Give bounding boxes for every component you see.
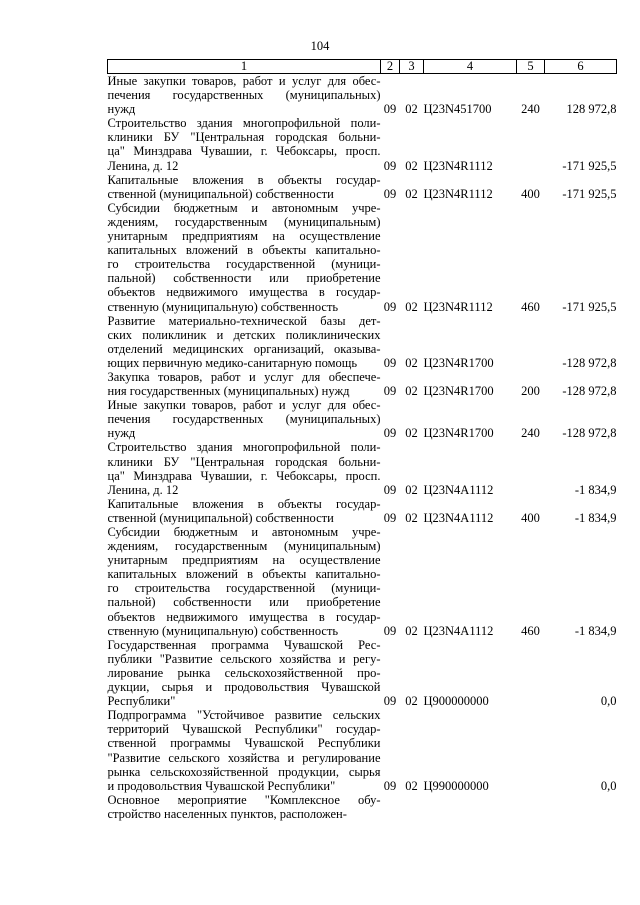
row-subsection: 02: [405, 482, 418, 497]
row-name-line: публики "Развитие сельского хозяйства и регу-: [107, 651, 381, 666]
header-section-col: 2: [381, 60, 400, 74]
row-amount: 0,0: [600, 778, 617, 793]
row-expense-type: [517, 314, 545, 370]
row-section: 09: [383, 482, 397, 497]
row-name-line: ждениям, государственным (муниципальным): [107, 539, 381, 554]
table-row: [108, 638, 617, 708]
row-name-line: го строительства государственной (муници-: [107, 581, 381, 596]
row-name-line: ственной программы Чувашской Республики: [107, 736, 381, 751]
row-target-article: [424, 793, 517, 821]
row-target-article: Ц900000000: [423, 694, 489, 709]
row-name: [108, 314, 381, 370]
page-number: 104: [310, 39, 330, 53]
row-expense-type: [517, 638, 545, 708]
row-expense-type: 240: [521, 102, 540, 117]
row-name-line: объектов недвижимого имущества в государ-: [107, 609, 381, 624]
row-section: 09: [383, 778, 397, 793]
row-expense-type: 400: [521, 186, 540, 201]
row-name-line: дукции, сырья и продовольствия Чувашской: [107, 680, 381, 695]
row-expense-type: [517, 793, 545, 821]
row-section: 09: [383, 694, 397, 709]
row-name-line: унитарным предприятиям на осуществление: [107, 553, 381, 568]
row-name-line: Развитие материально-технической базы дет-: [107, 313, 381, 328]
row-name-line: го строительства государственной (муници-: [107, 257, 381, 272]
row-name-line: отделений медицинских организаций, оказыва-: [107, 341, 381, 356]
row-name-line: Субсидии бюджетным и автономным учре-: [107, 525, 381, 539]
table-row: [108, 398, 617, 440]
row-name-line: ственную (муниципальную) собственность: [107, 623, 339, 638]
row-name-line: объектов недвижимого имущества в государ-: [107, 285, 381, 300]
table-row: [108, 314, 617, 370]
row-expense-type: 200: [521, 384, 540, 399]
row-section: 09: [383, 186, 397, 201]
row-name-line: и продовольствия Чувашской Республики": [107, 778, 336, 793]
row-subsection: 02: [405, 778, 418, 793]
row-name-line: ца" Минздрава Чувашии, г. Чебоксары, просп.: [107, 468, 381, 483]
header-name-col: 1: [108, 60, 381, 74]
row-name-line: клиники БУ "Центральная городская больни-: [107, 454, 381, 469]
row-subsection: 02: [405, 694, 418, 709]
row-subsection: 02: [405, 355, 418, 370]
row-name-line: Государственная программа Чувашской Рес-: [107, 637, 381, 652]
row-amount: -1 834,9: [574, 510, 617, 525]
row-name-line: клиники БУ "Центральная городская больни-: [107, 130, 381, 145]
table-row: [108, 370, 617, 398]
row-name-line: стройство населенных пунктов, расположен-: [107, 806, 347, 821]
header-expense-type-col: 5: [517, 60, 545, 74]
header-subsection-col: 3: [400, 60, 424, 74]
row-amount: -171 925,5: [562, 186, 617, 201]
row-name-line: лирование рынка сельскохозяйственной про-: [107, 665, 381, 680]
row-subsection: 02: [405, 426, 418, 441]
row-name: [108, 708, 381, 793]
table-row: [108, 74, 617, 117]
row-name-line: ния государственных (муниципальных) нужд: [107, 384, 350, 399]
row-expense-type: [517, 440, 545, 496]
row-expense-type: [517, 116, 545, 172]
row-expense-type: 240: [521, 426, 540, 441]
row-name-line: рынка сельскохозяйственной продукции, сырья: [107, 764, 381, 779]
row-name-line: Закупка товаров, работ и услуг для обеспече-: [107, 369, 381, 384]
row-name: [108, 638, 381, 708]
row-amount: -128 972,8: [562, 384, 617, 399]
row-amount: 128 972,8: [566, 102, 617, 117]
row-section: 09: [383, 426, 397, 441]
row-name: [108, 370, 381, 398]
header-target-article-col: 4: [424, 60, 517, 74]
row-expense-type: [517, 708, 545, 793]
row-section: 09: [383, 384, 397, 399]
row-expense-type: 460: [521, 299, 540, 314]
row-name-line: Капитальные вложения в объекты государ-: [107, 172, 381, 187]
row-name: [108, 173, 381, 201]
row-name-line: Строительство здания многопрофильной поли-: [107, 440, 381, 455]
row-name: [108, 525, 381, 638]
row-name-line: Капитальные вложения в объекты государ-: [107, 496, 381, 511]
row-amount: [545, 793, 617, 821]
table-row: [108, 116, 617, 172]
row-name-line: капитальных вложений в объекты капитально-: [107, 567, 381, 582]
row-amount: -128 972,8: [562, 426, 617, 441]
row-amount: -128 972,8: [562, 355, 617, 370]
row-target-article: Ц23N4R1112: [423, 299, 493, 314]
row-section: 09: [383, 158, 397, 173]
table-row: [108, 525, 617, 638]
table-body: [108, 74, 617, 821]
row-amount: -171 925,5: [562, 299, 617, 314]
row-name-line: Иные закупки товаров, работ и услуг для обес-: [107, 398, 381, 413]
row-name-line: печения государственных (муниципальных): [107, 88, 381, 103]
row-name-line: ца" Минздрава Чувашии, г. Чебоксары, просп.: [107, 144, 381, 159]
row-subsection: 02: [405, 186, 418, 201]
row-name-line: ждениям, государственным (муниципальным): [107, 214, 381, 229]
row-name-line: ственную (муниципальную) собственность: [107, 299, 339, 314]
row-name-line: нужд: [107, 426, 136, 441]
row-target-article: Ц23N4A1112: [423, 623, 494, 638]
row-name-line: Иные закупки товаров, работ и услуг для обес-: [107, 74, 381, 88]
row-expense-type: 400: [521, 510, 540, 525]
row-name-line: ющих первичную медико-санитарную помощь: [107, 355, 358, 370]
row-name-line: ских поликлиник и детских поликлинических: [107, 327, 381, 342]
row-section: 09: [383, 355, 397, 370]
row-name-line: пальной) собственности или приобретение: [107, 595, 381, 610]
row-name-line: ственной (муниципальной) собственности: [107, 510, 334, 525]
table-row: [108, 708, 617, 793]
row-name-line: печения государственных (муниципальных): [107, 412, 381, 427]
row-section: 09: [383, 299, 397, 314]
row-amount: -1 834,9: [574, 623, 617, 638]
row-subsection: 02: [405, 384, 418, 399]
row-subsection: 02: [405, 158, 418, 173]
row-amount: 0,0: [600, 694, 617, 709]
row-subsection: [400, 793, 424, 821]
header-amount-col: 6: [545, 60, 617, 74]
table-row: [108, 793, 617, 821]
row-target-article: Ц23N4R1700: [423, 384, 494, 399]
row-name-line: пальной) собственности или приобретение: [107, 271, 381, 286]
row-name-line: Подпрограмма "Устойчивое развитие сельских: [107, 708, 381, 723]
row-name: [108, 440, 381, 496]
row-section: [381, 793, 400, 821]
row-amount: -171 925,5: [562, 158, 617, 173]
row-name-line: Ленина, д. 12: [107, 158, 179, 173]
row-name: [108, 201, 381, 314]
row-target-article: Ц23N4R1700: [423, 355, 494, 370]
row-subsection: 02: [405, 299, 418, 314]
row-name-line: Строительство здания многопрофильной поли-: [107, 116, 381, 131]
row-name-line: Основное мероприятие "Комплексное обу-: [107, 792, 381, 807]
row-expense-type: 460: [521, 623, 540, 638]
row-name-line: "Развитие сельского хозяйства и регулирование: [107, 750, 381, 765]
row-name-line: нужд: [107, 102, 136, 117]
row-target-article: Ц990000000: [423, 778, 489, 793]
budget-table: [107, 59, 617, 821]
row-name-line: Субсидии бюджетным и автономным учре-: [107, 200, 381, 215]
row-target-article: Ц23N4R1112: [423, 186, 493, 201]
row-name-line: Республики": [107, 694, 176, 709]
header-row: [108, 60, 617, 74]
row-name-line: капитальных вложений в объекты капитально-: [107, 243, 381, 258]
table-row: [108, 497, 617, 525]
row-name: [108, 793, 381, 821]
row-target-article: Ц23N4A1112: [423, 482, 494, 497]
row-subsection: 02: [405, 510, 418, 525]
row-section: 09: [383, 510, 397, 525]
row-section: 09: [383, 102, 397, 117]
row-name-line: территорий Чувашской Республики" государ-: [107, 722, 381, 737]
row-name: [108, 116, 381, 172]
row-target-article: Ц23N451700: [423, 102, 492, 117]
row-name: [108, 398, 381, 440]
row-name-line: ственной (муниципальной) собственности: [107, 186, 334, 201]
row-section: 09: [383, 623, 397, 638]
row-name: [108, 497, 381, 525]
row-target-article: Ц23N4R1112: [423, 158, 493, 173]
table-row: [108, 201, 617, 314]
table-row: [108, 440, 617, 496]
row-target-article: Ц23N4R1700: [423, 426, 494, 441]
row-amount: -1 834,9: [574, 482, 617, 497]
row-subsection: 02: [405, 623, 418, 638]
row-name: [108, 74, 381, 117]
row-target-article: Ц23N4A1112: [423, 510, 494, 525]
row-subsection: 02: [405, 102, 418, 117]
row-name-line: Ленина, д. 12: [107, 482, 179, 497]
table-row: [108, 173, 617, 201]
row-name-line: унитарным предприятиям на осуществление: [107, 229, 381, 244]
